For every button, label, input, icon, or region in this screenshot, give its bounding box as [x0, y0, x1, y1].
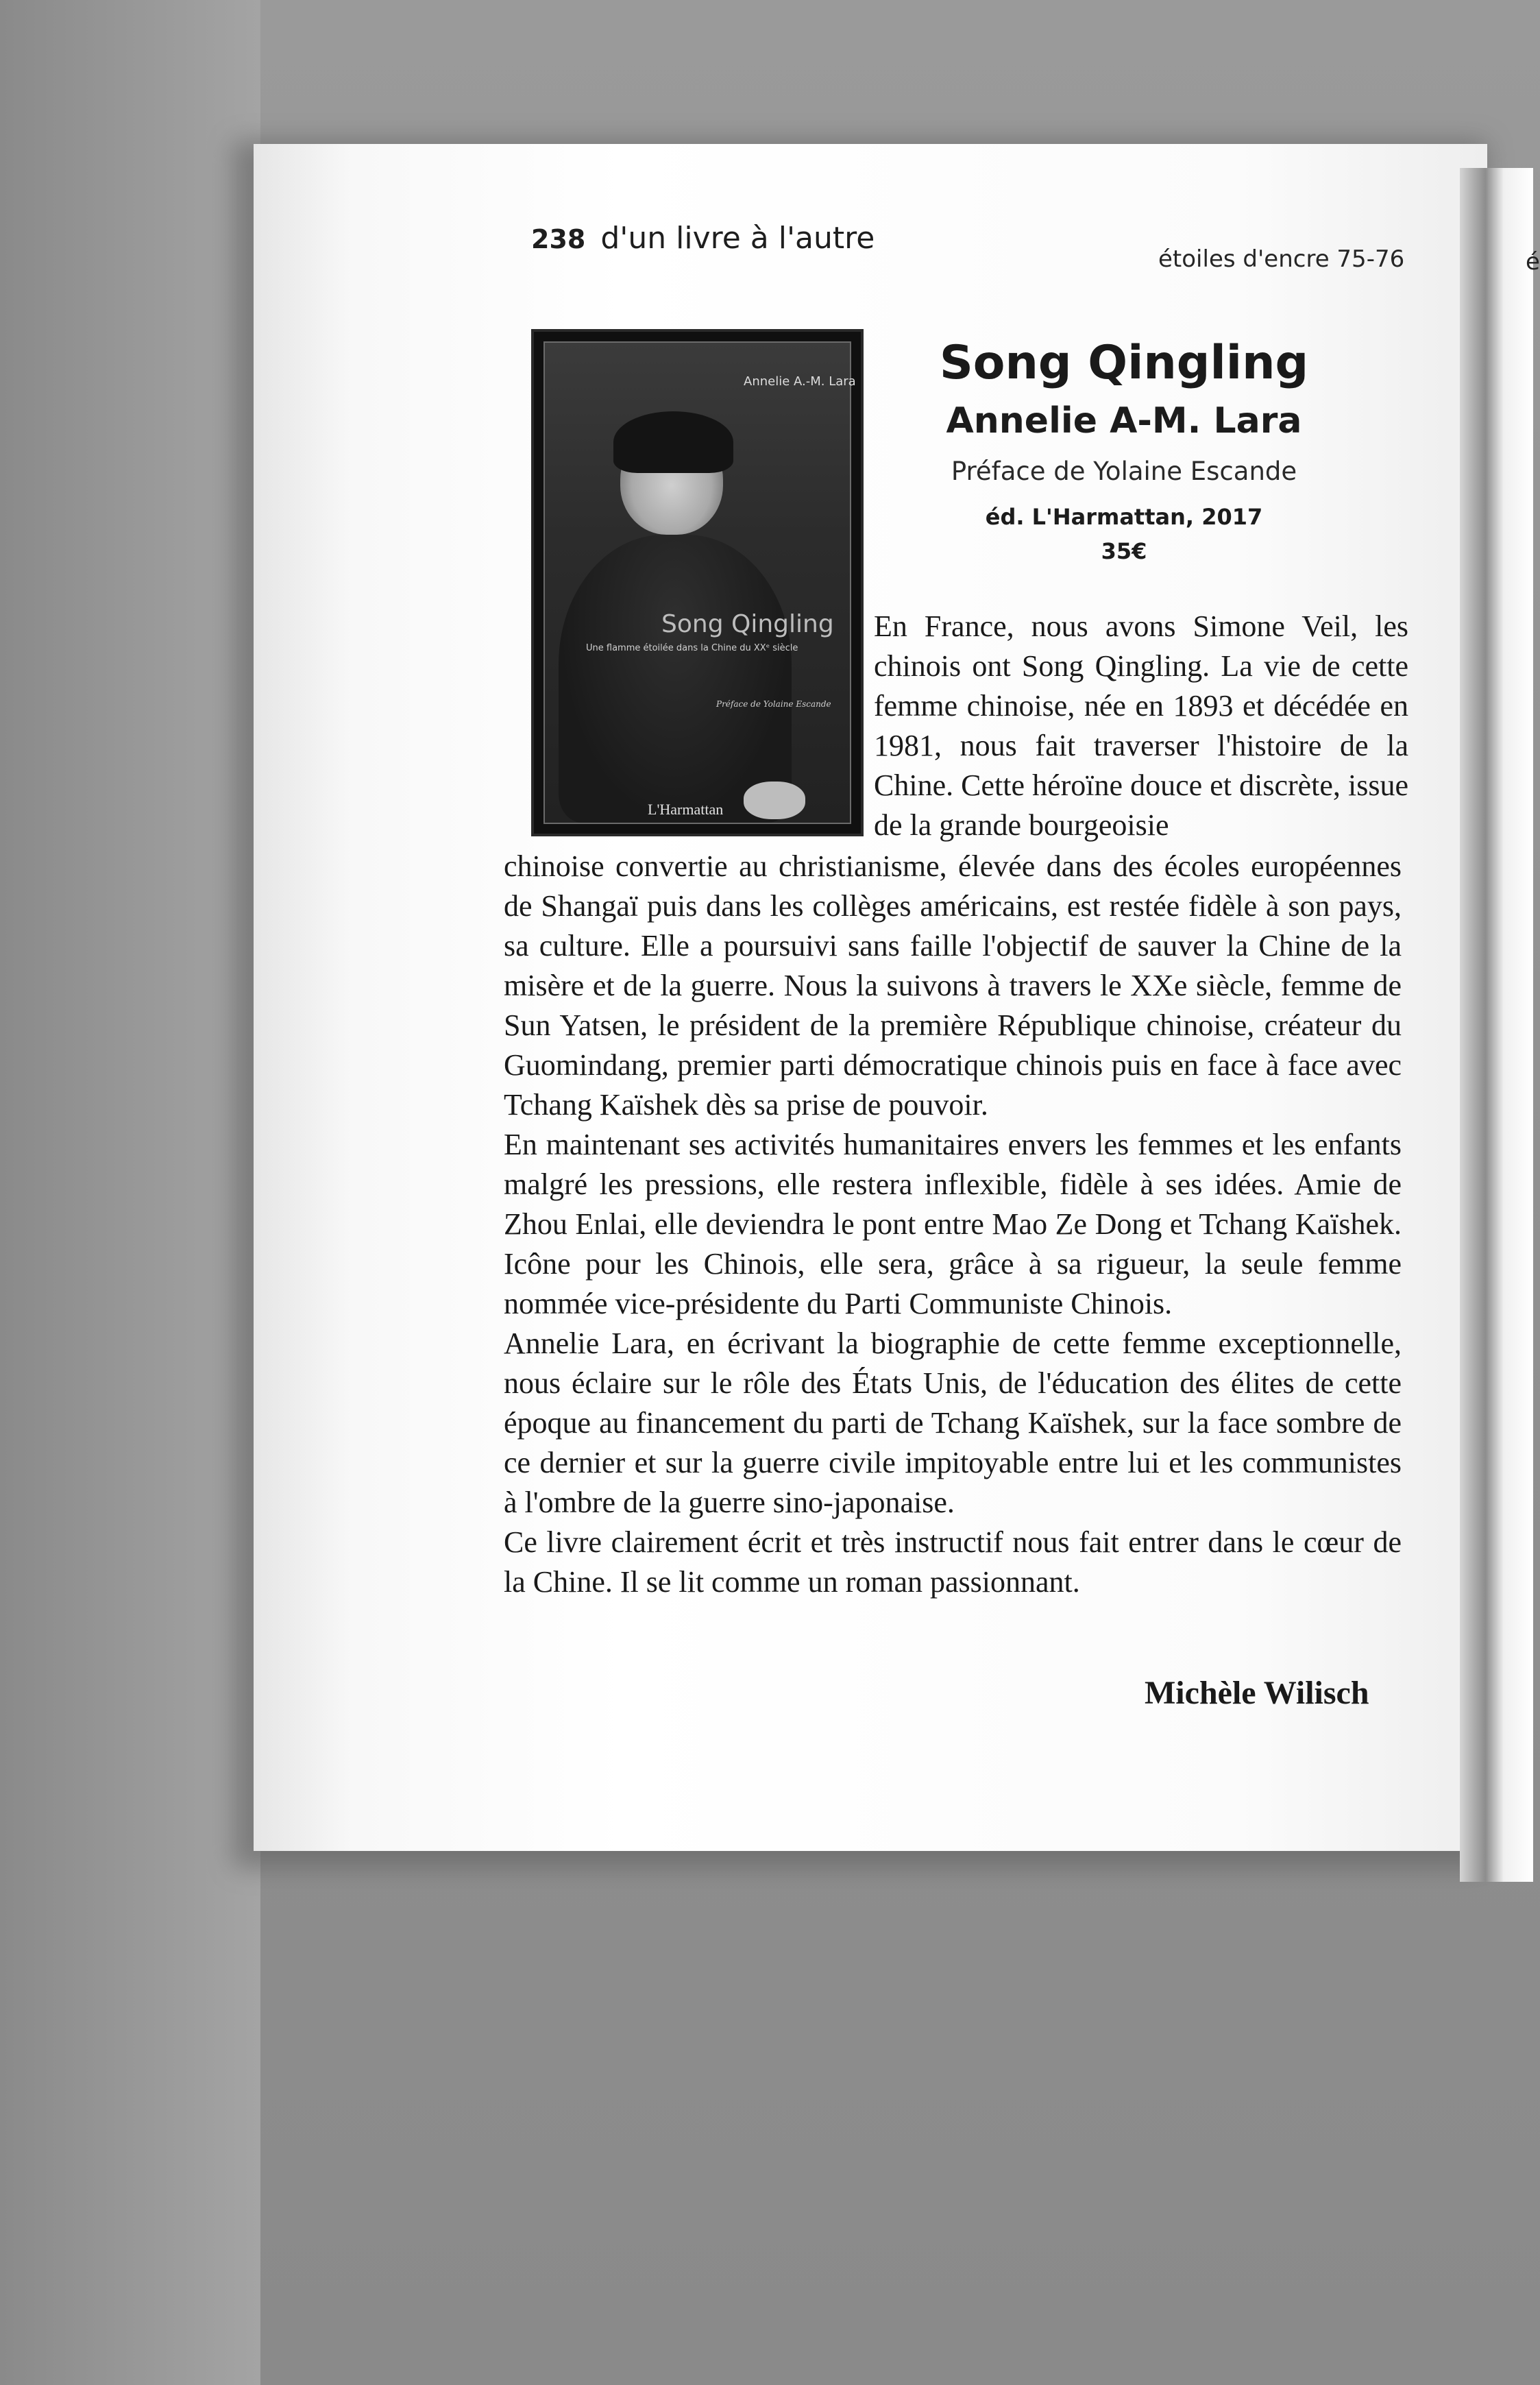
book-cover-image — [531, 329, 864, 836]
book-author: Annelie A-M. Lara — [946, 400, 1302, 441]
cover-portrait-hands — [744, 782, 805, 819]
cover-frame — [543, 341, 856, 824]
review-paragraph-3: Annelie Lara, en écrivant la biographie de cette femme exceptionnelle, nous éclaire sur le rôle des États Unis, de l'éducation des élites de cette époque au financement du parti de Tchang Kaïshek, sur la face sombre de ce dernier et sur la guerre civile impitoyable entre lui et les communistes à l'ombre de la guerre sino-japonaise. — [504, 1327, 1402, 1519]
page-number: 238 — [531, 224, 586, 254]
cover-preface: Préface de Yolaine Escande — [716, 699, 831, 709]
cover-publisher: L'Harmattan — [648, 801, 724, 818]
journal-title: étoiles d'encre 75-76 — [1158, 245, 1405, 273]
cover-portrait-body — [559, 535, 792, 823]
review-body — [504, 847, 1402, 1602]
section-title: d'un livre à l'autre — [600, 221, 875, 256]
review-signature: Michèle Wilisch — [1145, 1675, 1369, 1711]
cover-author: Annelie A.-M. Lara — [744, 374, 856, 389]
running-header-left — [531, 221, 875, 256]
next-page-edge-text: é — [1526, 248, 1540, 276]
review-paragraph-2: En maintenant ses activités humanitaires envers les femmes et les enfants malgré les pressions, elle restera inflexible, fidèle à ses idées. Amie de Zhou Enlai, elle deviendra le pont entre Mao Ze Dong et Tchang Kaïshek. Icône pour les Chinois, elle sera, grâce à sa rigueur, la seule femme nommée vice-présidente du Parti Communiste Chinois. — [504, 1128, 1402, 1320]
book-publisher: éd. L'Harmattan, 2017 — [985, 504, 1263, 530]
review-intro: En France, nous avons Simone Veil, les chinois ont Song Qingling. La vie de cette femme chinoise, née en 1893 et décédée en 1981, nous fait traverser l'histoire de la Chine. Cette héroïne douce et discrète, issue de la grande bourgeoisie — [874, 609, 1408, 842]
cover-subtitle: Une flamme étoilée dans la Chine du XXᵉ siècle — [586, 643, 798, 653]
review-paragraph-1: chinoise convertie au christianisme, élevée dans des écoles européennes de Shangaï puis dans les collèges américains, est restée fidèle à son pays, sa culture. Elle a poursuivi sans faille l'objectif de sauver la Chine de la misère et de la guerre. Nous la suivons à travers le XXe siècle, femme de Sun Yatsen, le président de la première République chinoise, créateur du Guomindang, premier parti démocratique chinois puis en face à face avec Tchang Kaïshek dès sa prise de pouvoir. — [504, 849, 1402, 1122]
book-title: Song Qingling — [939, 336, 1309, 390]
book-info — [884, 332, 1364, 568]
book-price: 35€ — [1101, 538, 1147, 564]
page-gutter — [1460, 168, 1533, 1882]
book-preface: Préface de Yolaine Escande — [951, 457, 1297, 486]
background-left — [0, 0, 260, 2385]
cover-title: Song Qingling — [661, 610, 834, 638]
cover-portrait-hair — [613, 411, 733, 473]
review-paragraph-4: Ce livre clairement écrit et très instructif nous fait entrer dans le cœur de la Chine. Il se lit comme un roman passionnant. — [504, 1525, 1402, 1599]
